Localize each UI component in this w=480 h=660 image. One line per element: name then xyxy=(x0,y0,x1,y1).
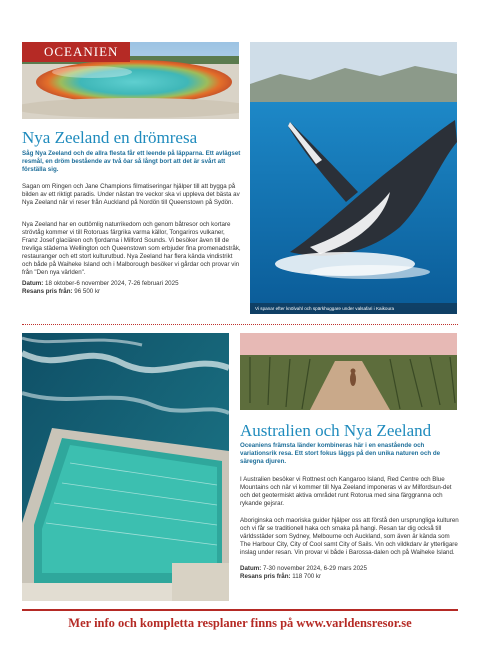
article-lead: Såg Nya Zeeland och de allra flesta får ett leende på läpparna. Ett avlägset resmål, en dröm bestående av två öar så långt bort att det är svårt att förställa sig. xyxy=(22,150,241,173)
article-lead: Oceaniens främsta länder kombineras här i en enastående och variationsrik resa. Ett stort fokus läggs på den unika naturen och de säregna djuren. xyxy=(240,442,441,465)
article-paragraph: Nya Zeeland har en outtömlig naturrikedom och genom båtresor och kortare strövtåg kommer vi till Rotoruas färgrika varma källor, Tongariros vulkaner, Franz Josef glaciären och fjordarna i Milford Sounds. Vi besöker även till de trevliga städerna Wellington och Queenstown som erbjuder fina promenadstråk, restauranger och ett stort kulturutbud. Nya Zeeland har flera kända vindistrikt och både på Waiheke Island och i Malborough besöker vi gårdar och provar vin från "Den nya världen". xyxy=(22,221,241,276)
trip-date: Datum: 18 oktober-6 november 2024, 7-26 februari 2025 xyxy=(22,280,179,287)
article-title: Nya Zeeland en drömresa xyxy=(22,128,198,147)
trip-details xyxy=(22,280,242,296)
photo-caption: Vi spanar efter knölvahl och spärkhuggare under valsafari i Kaikoura xyxy=(250,303,457,314)
dotted-divider xyxy=(22,324,458,325)
article-paragraph: Aboriginska och maoriska guider hjälper oss att förstå den ursprungliga kulturen och vi får se traditionell haka och smaka på hangi. Resan tar dig också till världsstäder som Sydney, Melbourne och Auckland, som även är kända som The Harbour City, City of Cool samt City of Sails. Vin och vildkdarv är ytterligare inslag under resan. Vin provar vi både i Barossa-dalen och på Waiheke Island. xyxy=(240,517,459,556)
trip-date: Datum: 7-30 november 2024, 6-29 mars 2025 xyxy=(240,565,367,572)
vineyard-kangaroo-photo xyxy=(240,333,457,410)
article-paragraph: I Australien besöker vi Rottnest och Kangaroo Island, Red Centre och Blue Mountains och när vi kommer till Nya Zeeland imponeras vi av Milfordsun-det och det geotermiskt aktiva området runt Rotorua med sina färggranna och rykande gejsrar. xyxy=(240,476,452,507)
section-tag: OCEANIEN xyxy=(22,42,130,62)
footer-rule xyxy=(22,609,458,611)
trip-details xyxy=(240,565,460,581)
whale-photo xyxy=(250,42,457,314)
trip-price: Resans pris från: 118 700 kr xyxy=(240,573,322,580)
article-paragraph: Sagan om Ringen och Jane Champions filmatiseringar hjälper till att bygga på bilden av ett riktigt paradis. Under nästan tre veckor ska vi uppleva det bästa av Nya Zeeland när vi reser från Auckland på Nordön till Queenstown på Sydön. xyxy=(22,183,240,206)
footer-website-link[interactable]: Mer info och kompletta resplaner finns på www.varldensresor.se xyxy=(68,616,412,630)
trip-price: Resans pris från: 96 500 kr xyxy=(22,288,101,295)
ocean-pool-photo xyxy=(22,333,229,601)
article-title: Australien och Nya Zeeland xyxy=(240,421,432,440)
